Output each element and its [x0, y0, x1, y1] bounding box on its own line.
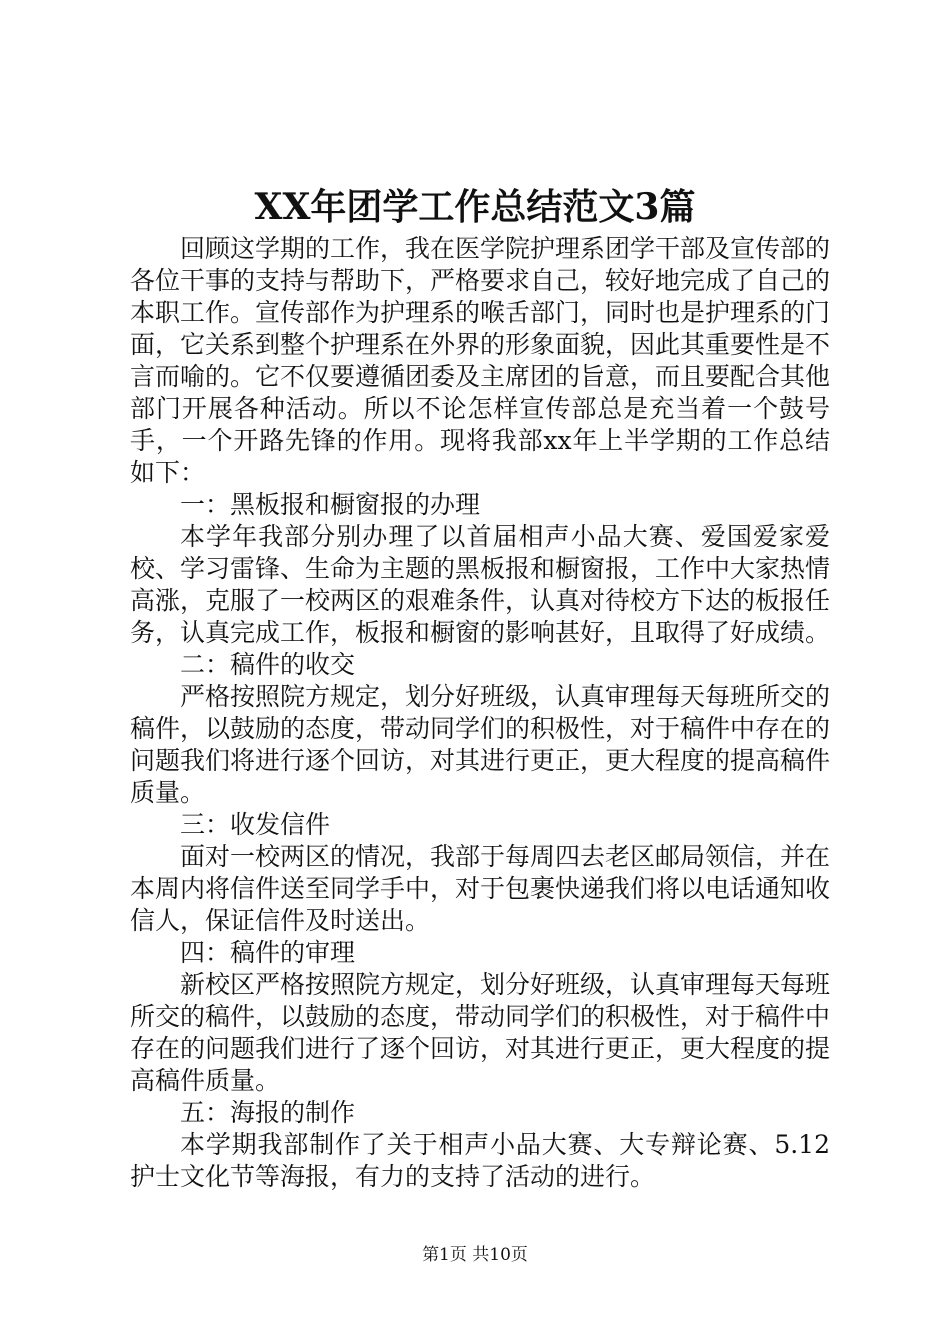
section-text-5: 本学期我部制作了关于相声小品大赛、大专辩论赛、5.12护士文化节等海报，有力的支持了活动的进行。 — [130, 1130, 830, 1191]
section-heading-4: 四：稿件的审理 — [180, 938, 356, 967]
section-text-3: 面对一校两区的情况，我部于每周四去老区邮局领信，并在本周内将信件送至同学手中，对于包裹快递我们将以电话通知收信人，保证信件及时送出。 — [130, 842, 831, 935]
document-body — [130, 233, 830, 1193]
section-text-1: 本学年我部分别办理了以首届相声小品大赛、爱国爱家爱校、学习雷锋、生命为主题的黑板报和橱窗报，工作中大家热情高涨，克服了一校两区的艰难条件，认真对待校方下达的板报任务，认真完成工作，板报和橱窗的影响甚好，且取得了好成绩。 — [130, 522, 831, 647]
section-heading-1: 一：黑板报和橱窗报的办理 — [180, 490, 481, 519]
section-text-2: 严格按照院方规定，划分好班级，认真审理每天每班所交的稿件，以鼓励的态度，带动同学们的积极性，对于稿件中存在的问题我们将进行逐个回访，对其进行更正，更大程度的提高稿件质量。 — [130, 682, 831, 807]
section-heading-5: 五：海报的制作 — [180, 1098, 356, 1127]
section-heading-2: 二：稿件的收交 — [180, 650, 356, 679]
intro-paragraph: 回顾这学期的工作，我在医学院护理系团学干部及宣传部的各位干事的支持与帮助下，严格要求自己，较好地完成了自己的本职工作。宣传部作为护理系的喉舌部门，同时也是护理系的门面，它关系到整个护理系在外界的形象面貌，因此其重要性是不言而喻的。它不仅要遵循团委及主席团的旨意，而且要配合其他部门开展各种活动。所以不论怎样宣传部总是充当着一个鼓号手，一个开路先锋的作用。现将我部xx年上半学期的工作总结如下： — [130, 234, 831, 487]
section-text-4: 新校区严格按照院方规定，划分好班级，认真审理每天每班所交的稿件，以鼓励的态度，带动同学们的积极性，对于稿件中存在的问题我们进行了逐个回访，对其进行更正，更大程度的提高稿件质量。 — [130, 970, 831, 1095]
document-title: XX年团学工作总结范文3篇 — [254, 186, 696, 228]
page-number-footer: 第1页 共10页 — [422, 1245, 528, 1265]
section-heading-3: 三：收发信件 — [180, 810, 331, 839]
